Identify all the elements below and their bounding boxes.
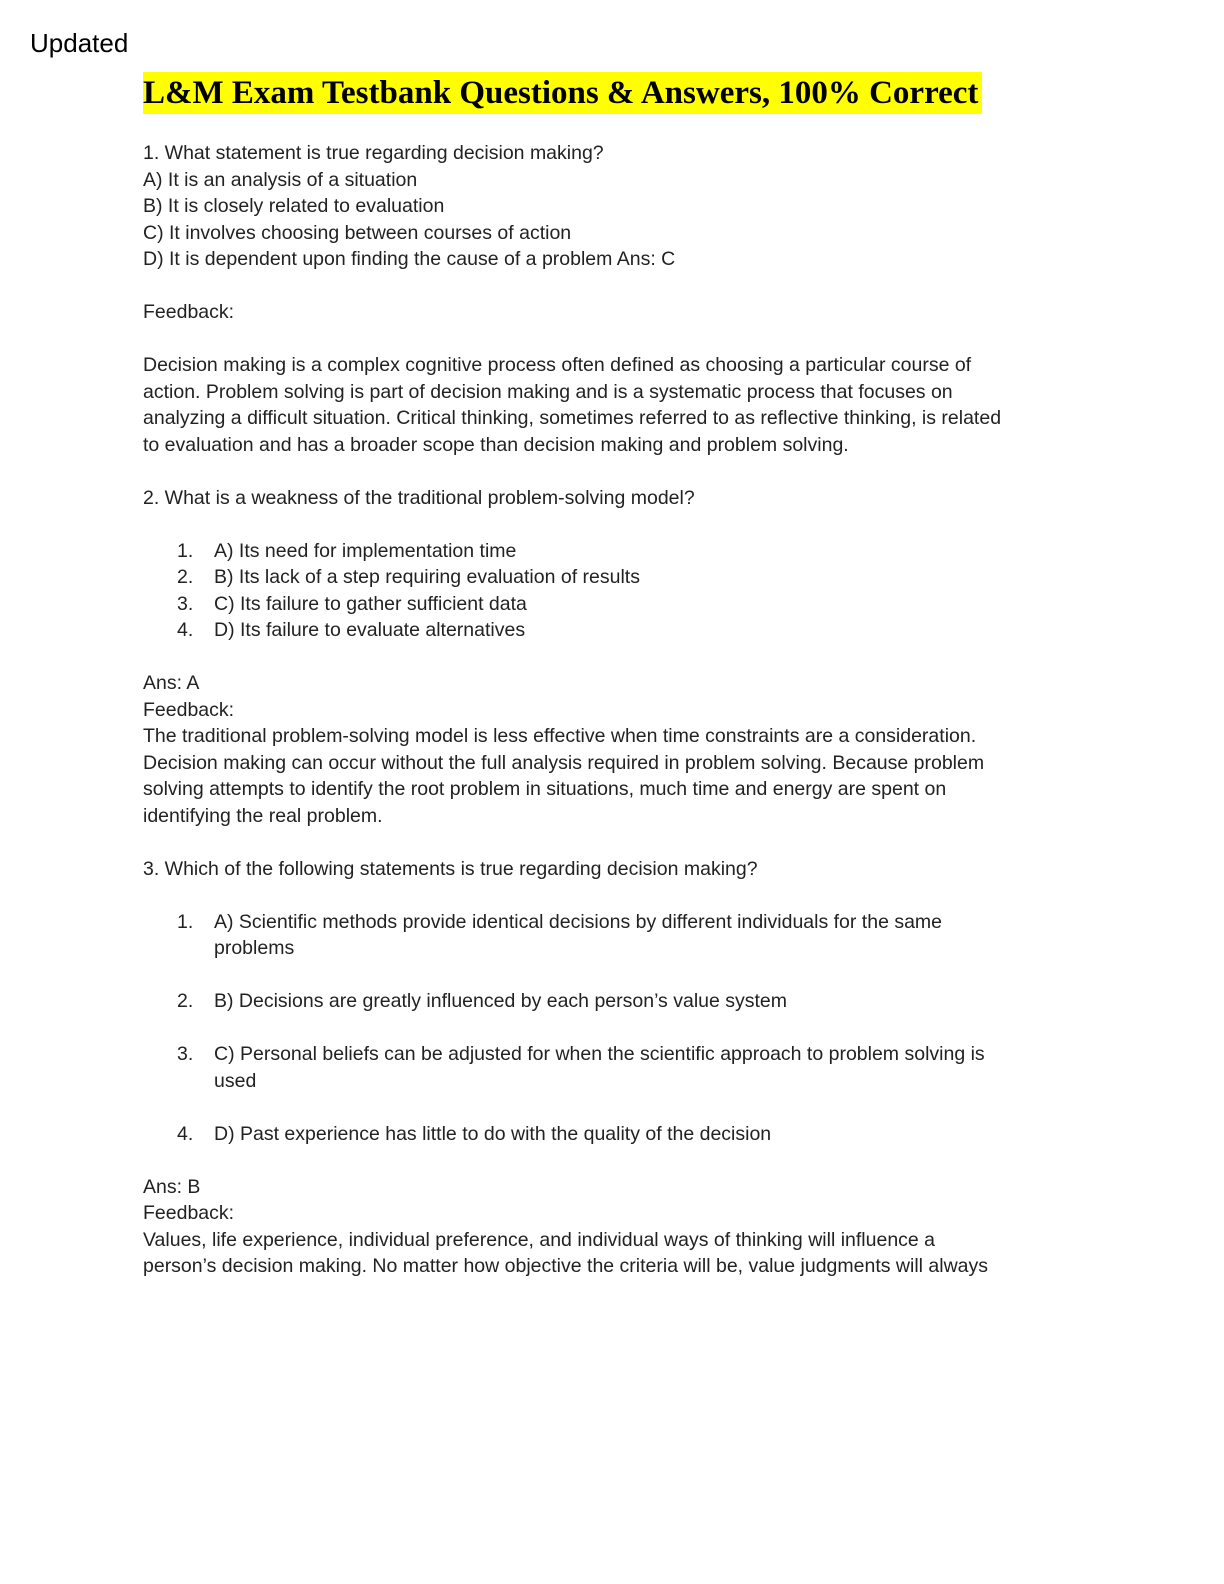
option-text-line: A) Scientific methods provide identical decisions by different individuals for the same (214, 910, 943, 933)
question-3-options (143, 909, 1073, 1148)
question-2-feedback-line: identifying the real problem. (143, 804, 383, 827)
question-3-feedback-label: Feedback: (143, 1202, 235, 1224)
question-2-text: 2. What is a weakness of the traditional problem-solving model? (143, 486, 695, 509)
question-1-feedback-line: action. Problem solving is part of decision making and is a systematic process that focuses on (143, 380, 953, 403)
question-3 (143, 856, 1073, 1280)
question-2-feedback-label: Feedback: (143, 698, 235, 721)
option-text (214, 1121, 1073, 1148)
list-number: 1. (177, 539, 194, 562)
option-text: C) Its failure to gather sufficient data (214, 592, 527, 615)
document-title: L&M Exam Testbank Questions & Answers, 100% Correct (143, 72, 982, 114)
list-item (143, 564, 1073, 591)
question-1-feedback-label: Feedback: (143, 301, 235, 323)
question-2-feedback-line: solving attempts to identify the root problem in situations, much time and energy are spent on (143, 778, 947, 800)
list-number: 3. (177, 1043, 194, 1065)
option-text: B) Its lack of a step requiring evaluation of results (214, 566, 640, 588)
question-1-option-c: C) It involves choosing between courses of action (143, 221, 572, 244)
question-1-feedback-line: Decision making is a complex cognitive process often defined as choosing a particular course of (143, 354, 972, 376)
option-text-line: D) Past experience has little to do with the quality of the decision (214, 1122, 772, 1145)
question-2-feedback-line: Decision making can occur without the full analysis required in problem solving. Because problem (143, 751, 985, 774)
question-1-feedback-line: to evaluation and has a broader scope than decision making and problem solving. (143, 433, 849, 456)
option-text (214, 1041, 1073, 1094)
list-number: 2. (177, 990, 194, 1012)
option-text-line: C) Personal beliefs can be adjusted for when the scientific approach to problem solving is (214, 1043, 985, 1065)
list-number: 1. (177, 910, 194, 933)
list-number: 2. (177, 566, 194, 588)
question-1-option-d: D) It is dependent upon finding the cause of a problem Ans: C (143, 248, 676, 270)
question-2 (143, 485, 1073, 830)
option-text (214, 988, 1073, 1015)
question-1-text: 1. What statement is true regarding decision making? (143, 142, 604, 164)
question-2-options (143, 538, 1073, 644)
question-1-option-a: A) It is an analysis of a situation (143, 168, 418, 191)
question-3-feedback-line: Values, life experience, individual preference, and individual ways of thinking will influence a (143, 1228, 936, 1251)
list-item (143, 591, 1073, 618)
option-text-line: used (214, 1069, 257, 1092)
list-number: 4. (177, 619, 194, 641)
question-2-feedback-line: The traditional problem-solving model is less effective when time constraints are a consideration. (143, 725, 977, 747)
list-number: 3. (177, 592, 194, 615)
question-1 (143, 140, 1073, 458)
question-2-answer: Ans: A (143, 672, 200, 694)
option-text (214, 909, 1073, 962)
list-item (143, 988, 1073, 1015)
option-text: A) Its need for implementation time (214, 539, 517, 562)
list-item (143, 617, 1073, 644)
option-text: D) Its failure to evaluate alternatives (214, 619, 526, 641)
updated-label: Updated (30, 28, 129, 58)
list-number: 4. (177, 1122, 194, 1145)
list-item (143, 538, 1073, 565)
option-text-line: problems (214, 937, 295, 959)
list-item (143, 1041, 1073, 1094)
question-3-text: 3. Which of the following statements is true regarding decision making? (143, 857, 758, 880)
document-body (143, 72, 1073, 1280)
question-3-answer: Ans: B (143, 1175, 201, 1198)
question-1-option-b: B) It is closely related to evaluation (143, 195, 445, 217)
option-text-line: B) Decisions are greatly influenced by each person’s value system (214, 990, 788, 1012)
list-item (143, 1121, 1073, 1148)
question-3-feedback-line: person’s decision making. No matter how objective the criteria will be, value judgments will always (143, 1255, 989, 1277)
question-1-feedback-line: analyzing a difficult situation. Critical thinking, sometimes referred to as reflective thinking, is related (143, 407, 1002, 429)
list-item (143, 909, 1073, 962)
